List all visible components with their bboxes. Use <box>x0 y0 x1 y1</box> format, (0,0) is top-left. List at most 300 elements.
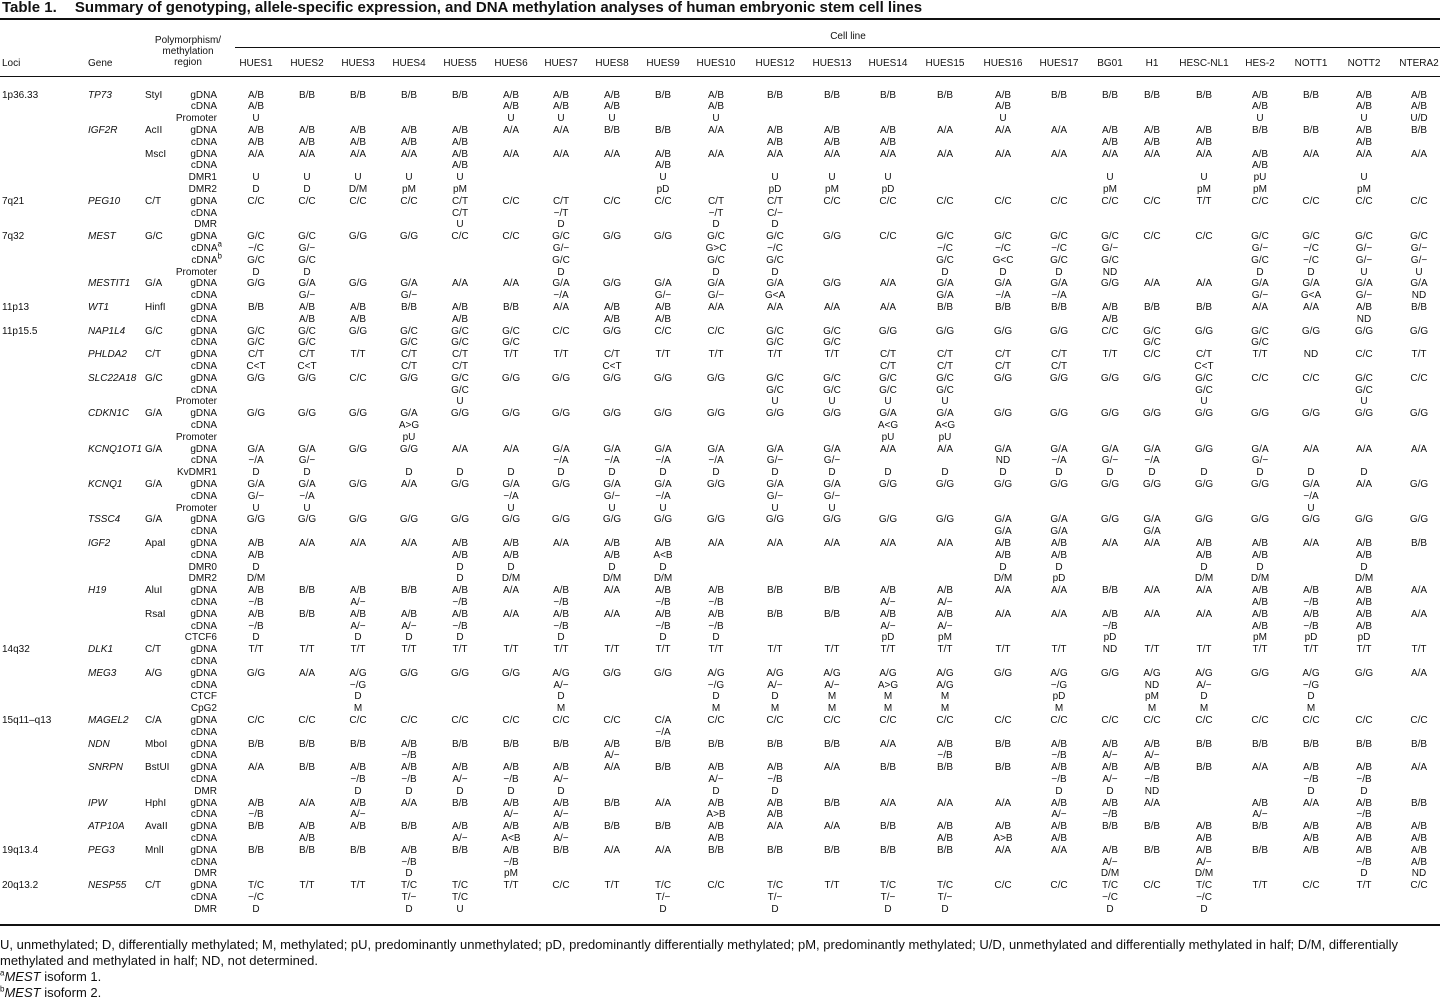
value-cell: C/C <box>1302 880 1320 892</box>
polymorphism-cell: C/T <box>145 644 162 656</box>
value-cell: T/T <box>1356 644 1372 656</box>
value-cell: A/B <box>707 762 725 774</box>
value-cell: A/A <box>1050 124 1068 136</box>
value-cell: A/A <box>1302 148 1320 160</box>
value-cell: B/B <box>707 738 725 750</box>
value-cell: U <box>1415 266 1423 278</box>
value-cell: −/B <box>1356 856 1372 868</box>
value-cell: A/A <box>823 537 841 549</box>
gene-cell: ATP10A <box>88 821 125 833</box>
value-cell: C/C <box>1410 880 1428 892</box>
value-cell: G/C <box>247 337 265 349</box>
value-cell: −/B <box>1303 773 1319 785</box>
value-cell: G/G <box>706 478 726 490</box>
value-cell: G/C <box>1251 254 1269 266</box>
value-cell: C/C <box>247 714 265 726</box>
value-cell: A/A <box>1050 585 1068 597</box>
value-cell: −/A <box>1051 290 1067 302</box>
value-cell: A/A <box>298 148 316 160</box>
value-cell: C/T <box>936 349 954 361</box>
value-cell: G/A <box>400 278 418 290</box>
value-cell: G/C <box>1143 337 1161 349</box>
value-cell: G/G <box>765 514 785 526</box>
value-cell: D <box>771 467 779 479</box>
value-cell: B/B <box>654 762 672 774</box>
gene-cell: CDKN1C <box>88 408 130 420</box>
value-cell: U <box>1360 172 1368 184</box>
gene-cell: DLK1 <box>88 644 114 656</box>
value-cell: G/C <box>823 325 841 337</box>
polymorphism-cell: C/T <box>145 880 162 892</box>
value-cell: B/B <box>247 301 265 313</box>
value-cell: A/B <box>1355 608 1373 620</box>
value-cell: G/A <box>247 443 265 455</box>
value-cell: D/M <box>602 573 622 585</box>
value-cell: B/B <box>1251 821 1269 833</box>
value-cell: G/A <box>936 408 954 420</box>
value-cell: G/G <box>1354 408 1374 420</box>
value-cell: A/B <box>1302 844 1320 856</box>
value-cell: T/− <box>880 891 896 903</box>
value-cell: −/B <box>1356 809 1372 821</box>
row-type-cell: gDNA <box>190 325 217 337</box>
value-cell: A/B <box>451 160 469 172</box>
value-cell: A>B <box>706 809 726 821</box>
value-cell: A/A <box>298 797 316 809</box>
row-type-cell: cDNA$^a$ <box>191 239 222 254</box>
value-cell: A/A <box>1302 443 1320 455</box>
value-cell: G/G <box>1049 325 1069 337</box>
value-cell: T/C <box>247 880 265 892</box>
value-cell: A/A <box>823 821 841 833</box>
value-cell: B/B <box>1143 301 1161 313</box>
value-cell: A/B <box>707 832 725 844</box>
value-cell: B/B <box>603 797 621 809</box>
value-cell: A/B <box>1355 89 1373 101</box>
value-cell: A/A <box>1050 608 1068 620</box>
value-cell: G/C <box>707 231 725 243</box>
value-cell: G/G <box>602 667 622 679</box>
value-cell: D <box>405 868 413 880</box>
value-cell: G/A <box>1101 443 1119 455</box>
value-cell: A/B <box>349 821 367 833</box>
value-cell: G/A <box>654 443 672 455</box>
value-cell: D/M <box>1100 868 1120 880</box>
value-cell: G/C <box>823 384 841 396</box>
value-cell: A/A <box>1410 762 1428 774</box>
value-cell: M <box>1306 703 1316 715</box>
value-cell: G/G <box>1250 514 1270 526</box>
value-cell: D <box>405 632 413 644</box>
row-type-cell: cDNA <box>190 620 217 632</box>
value-cell: C/C <box>349 372 367 384</box>
value-cell: G/A <box>1050 278 1068 290</box>
row-type-cell: cDNA <box>190 856 217 868</box>
footnote-a <box>0 969 1440 985</box>
value-cell: C/C <box>1050 714 1068 726</box>
value-cell: A/− <box>553 679 569 691</box>
value-cell: A/B <box>552 821 570 833</box>
row-type-cell: gDNA <box>190 478 217 490</box>
value-cell: B/B <box>879 821 897 833</box>
value-cell: G/G <box>551 478 571 490</box>
value-cell: −/B <box>1303 620 1319 632</box>
row-type-cell: Promoter <box>175 431 217 443</box>
value-cell: U <box>507 502 515 514</box>
value-cell: G/A <box>994 514 1012 526</box>
cell-line-header: Cell line <box>830 31 866 42</box>
value-cell: A/B <box>349 608 367 620</box>
value-cell: G/C <box>766 384 784 396</box>
value-cell: A/B <box>451 148 469 160</box>
value-cell: A/A <box>1251 301 1269 313</box>
value-cell: A/A <box>502 443 520 455</box>
polymorphism-header: Polymorphism/ methylation region <box>154 35 222 68</box>
value-cell: −/T <box>708 207 724 219</box>
value-cell: G/− <box>1355 290 1373 302</box>
value-cell: −/B <box>1144 773 1160 785</box>
footnote-marker: b <box>217 251 222 261</box>
value-cell: U <box>941 396 949 408</box>
value-cell: C/C <box>1251 372 1269 384</box>
value-cell: A>G <box>398 419 420 431</box>
locus-cell: 15q11–q13 <box>2 714 52 726</box>
value-cell: G/G <box>993 667 1013 679</box>
value-cell: A/G <box>1143 667 1161 679</box>
row-type-cell: DMR <box>194 219 217 231</box>
value-cell: G/G <box>450 408 470 420</box>
value-cell: C/C <box>707 325 725 337</box>
value-cell: U/D <box>1410 113 1428 125</box>
gene-cell: SLC22A18 <box>88 372 137 384</box>
value-cell: U <box>1256 113 1264 125</box>
value-cell: A/B <box>451 585 469 597</box>
value-cell: G/G <box>993 372 1013 384</box>
value-cell: C/T <box>451 195 469 207</box>
value-cell: B/B <box>552 738 570 750</box>
value-cell: A/B <box>1410 101 1428 113</box>
value-cell: A/B <box>552 608 570 620</box>
value-cell: B/B <box>654 89 672 101</box>
value-cell: A/B <box>1410 89 1428 101</box>
locus-cell: 20q13.2 <box>2 880 39 892</box>
value-cell: G/C <box>298 231 316 243</box>
value-cell: pM <box>453 183 467 195</box>
value-cell: A/B <box>1355 537 1373 549</box>
value-cell: −/B <box>1051 773 1067 785</box>
value-cell: D <box>659 632 667 644</box>
value-cell: D/M <box>348 183 368 195</box>
value-cell: A/A <box>400 478 418 490</box>
gene-cell: WT1 <box>88 301 110 313</box>
value-cell: M <box>556 703 566 715</box>
value-cell: A/B <box>1355 832 1373 844</box>
gene-cell: MEG3 <box>88 667 117 679</box>
row-type-cell: gDNA <box>190 89 217 101</box>
value-cell: G/C <box>502 337 520 349</box>
value-cell: D <box>712 266 720 278</box>
value-cell: T/T <box>1051 644 1067 656</box>
value-cell: G/G <box>1409 514 1429 526</box>
value-cell: A/B <box>879 608 897 620</box>
value-cell: G/G <box>1250 667 1270 679</box>
value-cell: G/G <box>501 514 521 526</box>
value-cell: −/A <box>299 490 315 502</box>
value-cell: −/C <box>995 242 1011 254</box>
value-cell: C/T <box>603 349 621 361</box>
value-cell: U <box>659 502 667 514</box>
value-cell: T/T <box>604 880 620 892</box>
value-cell: A/B <box>1251 160 1269 172</box>
value-cell: G/C <box>1195 384 1213 396</box>
value-cell: G/− <box>823 455 841 467</box>
value-cell: A/B <box>1143 136 1161 148</box>
value-cell: A/− <box>824 679 840 691</box>
value-cell: −/A <box>1051 455 1067 467</box>
value-cell: A/B <box>298 313 316 325</box>
value-cell: A/B <box>1050 549 1068 561</box>
value-cell: G/A <box>1050 514 1068 526</box>
footnote-a-text: isoform 1. <box>40 969 102 984</box>
value-cell: G/C <box>1355 372 1373 384</box>
value-cell: D <box>884 467 892 479</box>
column-header-hesc-nl1: HESC-NL1 <box>1179 58 1229 69</box>
value-cell: A/B <box>654 313 672 325</box>
value-cell: D/M <box>501 573 521 585</box>
value-cell: B/B <box>654 738 672 750</box>
value-cell: G/G <box>822 278 842 290</box>
value-cell: A/B <box>1195 136 1213 148</box>
value-cell: A/A <box>823 762 841 774</box>
value-cell: D <box>456 573 464 585</box>
value-cell: C/T <box>879 349 897 361</box>
value-cell: G/C <box>936 372 954 384</box>
value-cell: T/T <box>299 880 315 892</box>
value-cell: −/A <box>708 455 724 467</box>
value-cell: G/G <box>878 514 898 526</box>
value-cell: G/G <box>450 478 470 490</box>
gene-cell: TP73 <box>88 89 112 101</box>
value-cell: A/B <box>1143 124 1161 136</box>
value-cell: B/B <box>1251 738 1269 750</box>
value-cell: A>B <box>993 832 1013 844</box>
value-cell: G/G <box>1354 667 1374 679</box>
value-cell: T/T <box>604 644 620 656</box>
value-cell: G/− <box>298 455 316 467</box>
value-cell: B/B <box>1302 89 1320 101</box>
column-header-hes-2: HES-2 <box>1245 58 1275 69</box>
value-cell: B/B <box>502 301 520 313</box>
gene-cell: KCNQ1OT1 <box>88 443 142 455</box>
value-cell: D <box>557 219 565 231</box>
value-cell: D/M <box>993 573 1013 585</box>
value-cell: D <box>1200 691 1208 703</box>
row-type-cell: cDNA <box>190 101 217 113</box>
value-cell: −/B <box>553 596 569 608</box>
value-cell: A/B <box>1195 537 1213 549</box>
value-cell: G/C <box>1195 372 1213 384</box>
value-cell: U <box>507 113 515 125</box>
value-cell: A/A <box>823 148 841 160</box>
value-cell: C/C <box>1302 195 1320 207</box>
value-cell: D <box>1256 561 1264 573</box>
value-cell: A/A <box>552 124 570 136</box>
polymorphism-cell: MboI <box>145 738 168 750</box>
polymorphism-cell: AcII <box>145 124 163 136</box>
value-cell: pM <box>1253 183 1267 195</box>
value-cell: D <box>1256 467 1264 479</box>
loci-header: Loci <box>2 58 21 69</box>
value-cell: A/G <box>1195 667 1213 679</box>
value-cell: A/− <box>503 809 519 821</box>
value-cell: G<C <box>992 254 1014 266</box>
value-cell: A/− <box>553 832 569 844</box>
value-cell: G/− <box>247 490 265 502</box>
value-cell: D <box>999 467 1007 479</box>
value-cell: A/− <box>350 620 366 632</box>
value-cell: A/A <box>994 148 1012 160</box>
row-type-cell: gDNA <box>190 738 217 750</box>
gene-cell: NAP1L4 <box>88 325 126 337</box>
value-cell: G/C <box>451 384 469 396</box>
value-cell: A/B <box>603 101 621 113</box>
value-cell: C/T <box>879 360 897 372</box>
value-cell: A/B <box>936 832 954 844</box>
value-cell: −/B <box>655 620 671 632</box>
value-cell: G/G <box>602 231 622 243</box>
polymorphism-cell: G/C <box>145 231 163 243</box>
value-cell: A/B <box>502 537 520 549</box>
value-cell: G/G <box>1301 514 1321 526</box>
value-cell: A/B <box>298 832 316 844</box>
value-cell: G/− <box>1101 455 1119 467</box>
value-cell: T/T <box>452 644 468 656</box>
value-cell: G/A <box>1251 443 1269 455</box>
value-cell: G/A <box>994 443 1012 455</box>
value-cell: B/B <box>1251 124 1269 136</box>
row-type-cell: gDNA <box>190 301 217 313</box>
locus-cell: 19q13.4 <box>2 844 39 856</box>
row-type-cell: cDNA$^b$ <box>191 251 222 266</box>
value-cell: G/G <box>399 667 419 679</box>
column-header-nott1: NOTT1 <box>1294 58 1328 69</box>
value-cell: A/B <box>1251 596 1269 608</box>
value-cell: A/B <box>1302 832 1320 844</box>
value-cell: −/B <box>401 856 417 868</box>
value-cell: A/B <box>1195 821 1213 833</box>
value-cell: D <box>999 561 1007 573</box>
value-cell: D <box>1200 903 1208 915</box>
value-cell: T/C <box>451 891 469 903</box>
value-cell: M <box>940 703 950 715</box>
value-cell: G/A <box>1302 278 1320 290</box>
value-cell: A/B <box>451 301 469 313</box>
value-cell: −/A <box>1144 455 1160 467</box>
value-cell: U <box>828 502 836 514</box>
value-cell: D <box>1360 561 1368 573</box>
value-cell: U <box>771 396 779 408</box>
value-cell: A/− <box>1196 856 1212 868</box>
value-cell: B/B <box>400 821 418 833</box>
value-cell: A/− <box>350 596 366 608</box>
value-cell: U <box>557 113 565 125</box>
value-cell: A/B <box>247 537 265 549</box>
value-cell: A/− <box>1102 773 1118 785</box>
value-cell: −/C <box>1102 891 1118 903</box>
column-header-hues4: HUES4 <box>392 58 426 69</box>
value-cell: G/G <box>348 325 368 337</box>
value-cell: G/G <box>993 325 1013 337</box>
value-cell: B/B <box>451 844 469 856</box>
value-cell: B/B <box>879 762 897 774</box>
value-cell: B/B <box>1195 738 1213 750</box>
value-cell: B/B <box>247 821 265 833</box>
value-cell: G/G <box>246 514 266 526</box>
gene-cell: PEG10 <box>88 195 121 207</box>
row-type-cell: cDNA <box>190 726 217 738</box>
value-cell: A/A <box>707 301 725 313</box>
value-cell: D <box>354 691 362 703</box>
value-cell: D <box>1055 785 1063 797</box>
value-cell: −/C <box>1303 254 1319 266</box>
value-cell: T/T <box>553 644 569 656</box>
value-cell: A/B <box>1195 549 1213 561</box>
value-cell: C/C <box>400 714 418 726</box>
value-cell: G/A <box>823 478 841 490</box>
value-cell: A/B <box>349 136 367 148</box>
value-cell: −/B <box>1356 773 1372 785</box>
value-cell: D <box>1307 467 1315 479</box>
value-cell: G/G <box>1250 408 1270 420</box>
value-cell: T/− <box>401 891 417 903</box>
value-cell: B/B <box>1410 124 1428 136</box>
value-cell: G/C <box>1251 231 1269 243</box>
value-cell: G/C <box>1410 231 1428 243</box>
value-cell: −/B <box>452 596 468 608</box>
value-cell: B/B <box>994 301 1012 313</box>
value-cell: G/A <box>298 443 316 455</box>
value-cell: A<B <box>501 832 521 844</box>
value-cell: D <box>1307 785 1315 797</box>
value-cell: A/A <box>936 148 954 160</box>
column-header-hues7: HUES7 <box>544 58 578 69</box>
value-cell: C/T <box>247 349 265 361</box>
value-cell: B/B <box>298 585 316 597</box>
value-cell: B/B <box>552 844 570 856</box>
value-cell: A/B <box>879 136 897 148</box>
row-type-cell: cDNA <box>190 490 217 502</box>
value-cell: pU <box>881 431 895 443</box>
value-cell: A/− <box>604 750 620 762</box>
value-cell: A/G <box>879 667 897 679</box>
value-cell: C/C <box>1410 195 1428 207</box>
value-cell: D <box>405 903 413 915</box>
row-type-cell: KvDMR1 <box>176 467 217 479</box>
value-cell: G/G <box>1100 478 1120 490</box>
value-cell: G/G <box>297 372 317 384</box>
value-cell: G/C <box>936 384 954 396</box>
value-cell: G/G <box>1409 325 1429 337</box>
value-cell: U <box>884 396 892 408</box>
footnote-a-gene: MEST <box>4 969 41 984</box>
value-cell: B/B <box>1050 301 1068 313</box>
value-cell: −/C <box>1196 891 1212 903</box>
value-cell: D <box>456 785 464 797</box>
value-cell: G/G <box>399 443 419 455</box>
value-cell: U <box>828 172 836 184</box>
value-cell: A/B <box>1251 608 1269 620</box>
value-cell: −/G <box>349 679 367 691</box>
